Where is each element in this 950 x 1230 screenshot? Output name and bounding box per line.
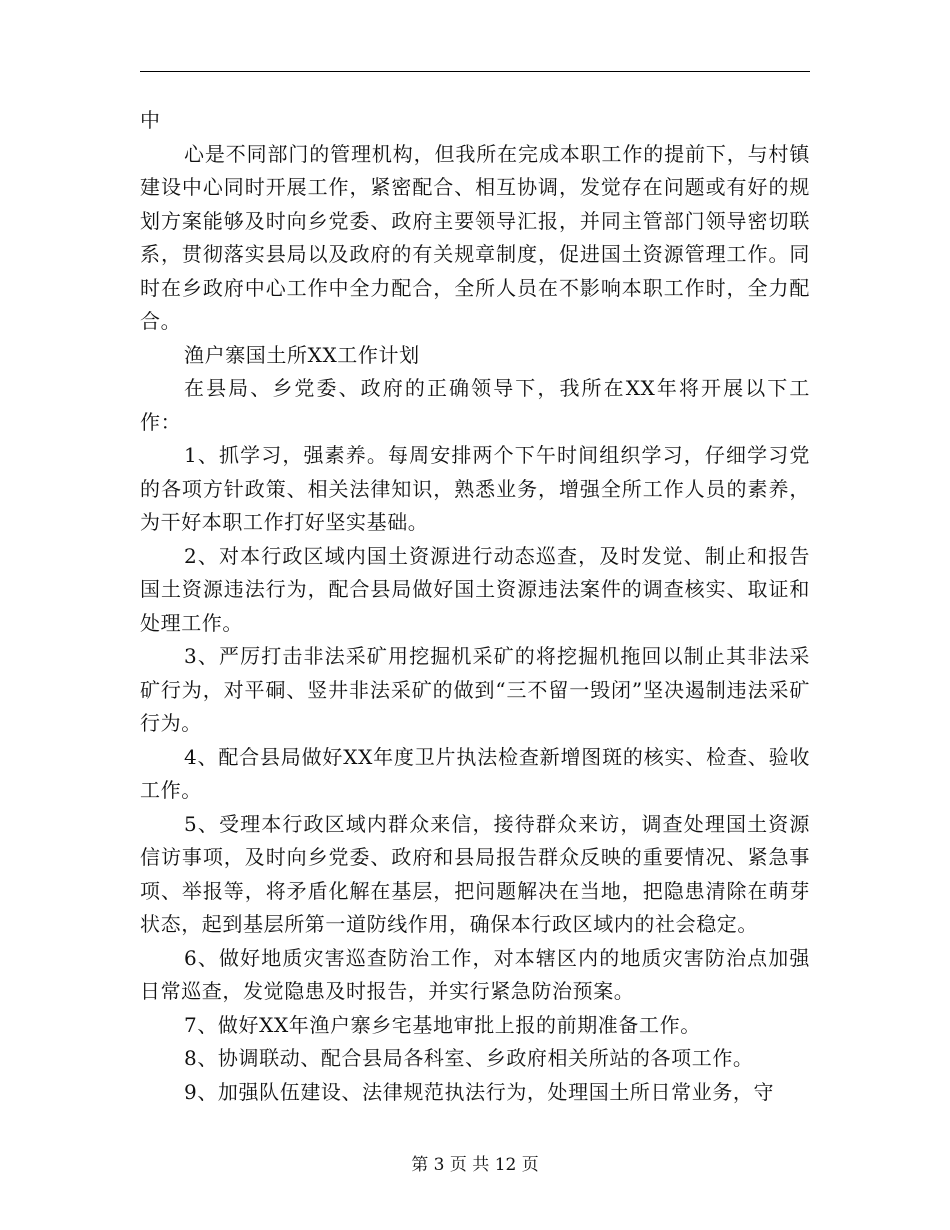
document-body xyxy=(140,104,810,1109)
paragraph: 在县局、乡党委、政府的正确领导下，我所在XX年将开展以下工作： xyxy=(140,376,810,434)
list-item: 2、对本行政区域内国土资源进行动态巡查，及时发觉、制止和报告国土资源违法行为，配合县局做好国土资源违法案件的调查核实、取证和处理工作。 xyxy=(140,543,810,635)
list-item: 1、抓学习，强素养。每周安排两个下午时间组织学习，仔细学习党的各项方针政策、相关法律知识，熟悉业务，增强全所工作人员的素养，为干好本职工作打好坚实基础。 xyxy=(140,443,810,534)
paragraph: 中 xyxy=(140,108,161,132)
header-rule xyxy=(140,71,810,72)
list-item: 5、受理本行政区域内群众来信，接待群众来访，调查处理国土资源信访事项，及时向乡党委、政府和县局报告群众反映的重要情况、紧急事项、举报等，将矛盾化解在基层，把问题解决在当地，把隐患清除在萌芽状态，起到基层所第一道防线作用，确保本行政区域内的社会稳定。 xyxy=(140,811,810,936)
list-item: 4、配合县局做好XX年度卫片执法检查新增图斑的核实、检查、验收工作。 xyxy=(140,744,810,802)
list-item: 7、做好XX年渔户寨乡宅基地审批上报的前期准备工作。 xyxy=(184,1012,701,1037)
page-number: 第 3 页 共 12 页 xyxy=(411,1155,539,1175)
section-heading: 渔户寨国土所XX工作计划 xyxy=(184,342,420,367)
list-item: 8、协调联动、配合县局各科室、乡政府相关所站的各项工作。 xyxy=(184,1046,754,1070)
list-item: 9、加强队伍建设、法律规范执法行为，处理国土所日常业务，守 xyxy=(184,1079,775,1104)
list-item: 3、严厉打击非法采矿用挖掘机采矿的将挖掘机拖回以制止其非法采矿行为，对平硐、竖井非法采矿的做到“三不留一毁闭”坚决遏制违法采矿行为。 xyxy=(140,644,810,735)
list-item: 6、做好地质灾害巡查防治工作，对本辖区内的地质灾害防治点加强日常巡查，发觉隐患及时报告，并实行紧急防治预案。 xyxy=(140,945,810,1003)
paragraph: 心是不同部门的管理机构，但我所在完成本职工作的提前下，与村镇建设中心同时开展工作，紧密配合、相互协调，发觉存在问题或有好的规划方案能够及时向乡党委、政府主要领导汇报，并同主管部门领导密切联系，贯彻落实县局以及政府的有关规章制度，促进国土资源管理工作。同时在乡政府中心工作中全力配合，全所人员在不影响本职工作时，全力配合。 xyxy=(140,141,810,333)
